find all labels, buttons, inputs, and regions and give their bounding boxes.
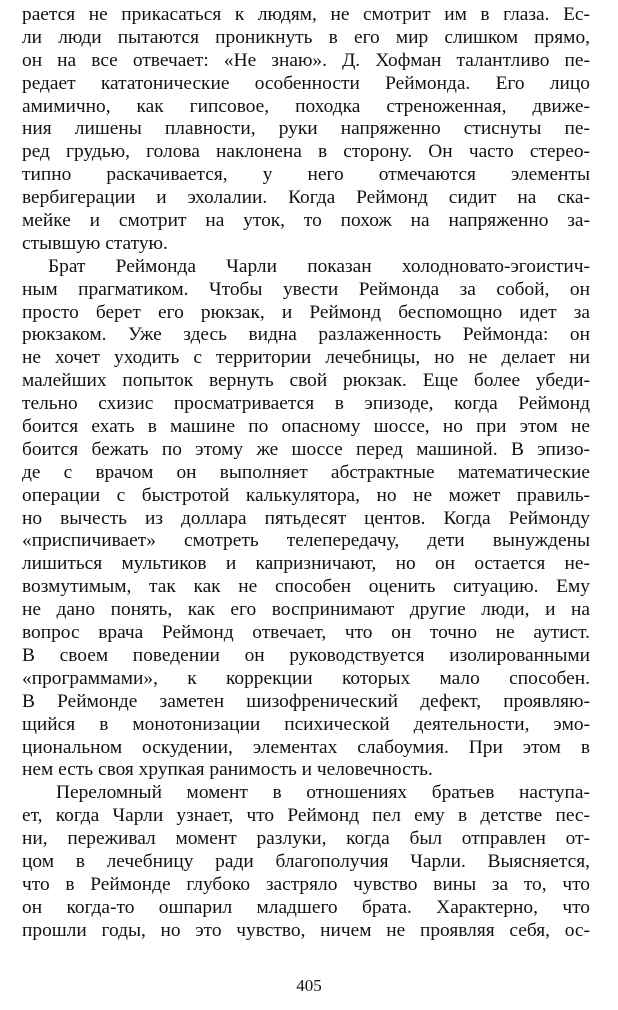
text-line: де с врачом он выполняет абстрактные математические <box>22 461 590 483</box>
text-line: ния лишены плавности, руки напряженно стиснуты пе- <box>22 118 590 140</box>
text-line: ред грудью, голова наклонена в сторону. Он часто стерео- <box>22 141 590 163</box>
text-line: вербигерации и эхолалии. Когда Реймонд сидит на ска- <box>22 187 590 209</box>
text-line: В своем поведении он руководствуется изолированными <box>22 644 590 666</box>
text-line: он на все отвечает: «Не знаю». Д. Хофман талантливо пе- <box>22 49 590 71</box>
paragraph-3 <box>22 782 590 942</box>
text-line: боится бежать по этому же шоссе перед машиной. В эпизо- <box>22 438 590 460</box>
text-line: что в Реймонде глубоко застряло чувство вины за то, что <box>22 873 590 895</box>
text-line: он когда-то ошпарил младшего брата. Характерно, что <box>22 896 590 918</box>
text-line: рюкзаком. Уже здесь видна разлаженность Реймонда: он <box>22 324 590 346</box>
text-line: не хочет уходить с территории лечебницы, но не делает ни <box>22 347 590 369</box>
text-line: нем есть своя хрупкая ранимость и человечность. <box>22 759 433 781</box>
text-line: ет, когда Чарли узнает, что Реймонд пел ему в детстве пес- <box>22 805 590 827</box>
text-line: Брат Реймонда Чарли показан холодновато-эгоистич- <box>48 255 590 277</box>
text-line: щийся в монотонизации психической деятельности, эмо- <box>22 713 590 735</box>
page-number: 405 <box>296 976 322 995</box>
text-line: ни, переживал момент разлуки, когда был отправлен от- <box>22 828 590 850</box>
text-line: малейших попыток вернуть свой рюкзак. Еще более убеди- <box>22 370 590 392</box>
text-line: ным прагматиком. Чтобы увести Реймонда за собой, он <box>22 278 590 300</box>
text-line: просто берет его рюкзак, и Реймонд беспомощно идет за <box>22 301 590 323</box>
text-line: прошли годы, но это чувство, ничем не проявляя себя, ос- <box>22 919 590 941</box>
text-line: лишиться мультиков и капризничают, но он остается не- <box>22 553 590 575</box>
text-line: но вычесть из доллара пятьдесят центов. Когда Реймонду <box>22 507 590 529</box>
text-line: «приспичивает» смотреть телепередачу, дети вынуждены <box>22 530 590 552</box>
text-line: операции с быстротой калькулятора, но не может правиль- <box>22 484 590 506</box>
text-line: стывшую статую. <box>22 232 168 254</box>
text-line: не дано понять, как его воспринимают другие люди, и на <box>22 599 590 621</box>
text-line: вопрос врача Реймонд отвечает, что он точно не аутист. <box>22 622 590 644</box>
text-line: возмутимым, так как не способен оценить ситуацию. Ему <box>22 576 590 598</box>
paragraph-2 <box>22 256 590 782</box>
text-line: тельно схизис просматривается в эпизоде, когда Реймонд <box>22 393 590 415</box>
paragraph-1 <box>22 4 590 256</box>
text-line: боится ехать в машине по опасному шоссе, но при этом не <box>22 416 590 438</box>
text-line: рается не прикасаться к людям, не смотрит им в глаза. Ес- <box>22 4 590 25</box>
text-line: «программами», к коррекции которых мало способен. <box>22 667 590 689</box>
text-line: цом в лечебницу ради благополучия Чарли. Выясняется, <box>22 850 590 872</box>
text-line: редает кататонические особенности Реймонда. Его лицо <box>22 72 590 94</box>
text-line: амимично, как гипсовое, походка стреноженная, движе- <box>22 95 590 117</box>
text-line: В Реймонде заметен шизофренический дефект, проявляю- <box>22 690 590 712</box>
text-line: Переломный момент в отношениях братьев наступа- <box>56 782 590 804</box>
text-line: мейке и смотрит на уток, то похож на напряженно за- <box>22 210 590 232</box>
page-text <box>22 4 590 943</box>
text-line: типно раскачивается, у него отмечаются элементы <box>22 164 590 186</box>
text-line: ли люди пытаются проникнуть в его мир слишком прямо, <box>22 26 590 48</box>
text-line: циональном оскудении, элементах слабоумия. При этом в <box>22 736 590 758</box>
